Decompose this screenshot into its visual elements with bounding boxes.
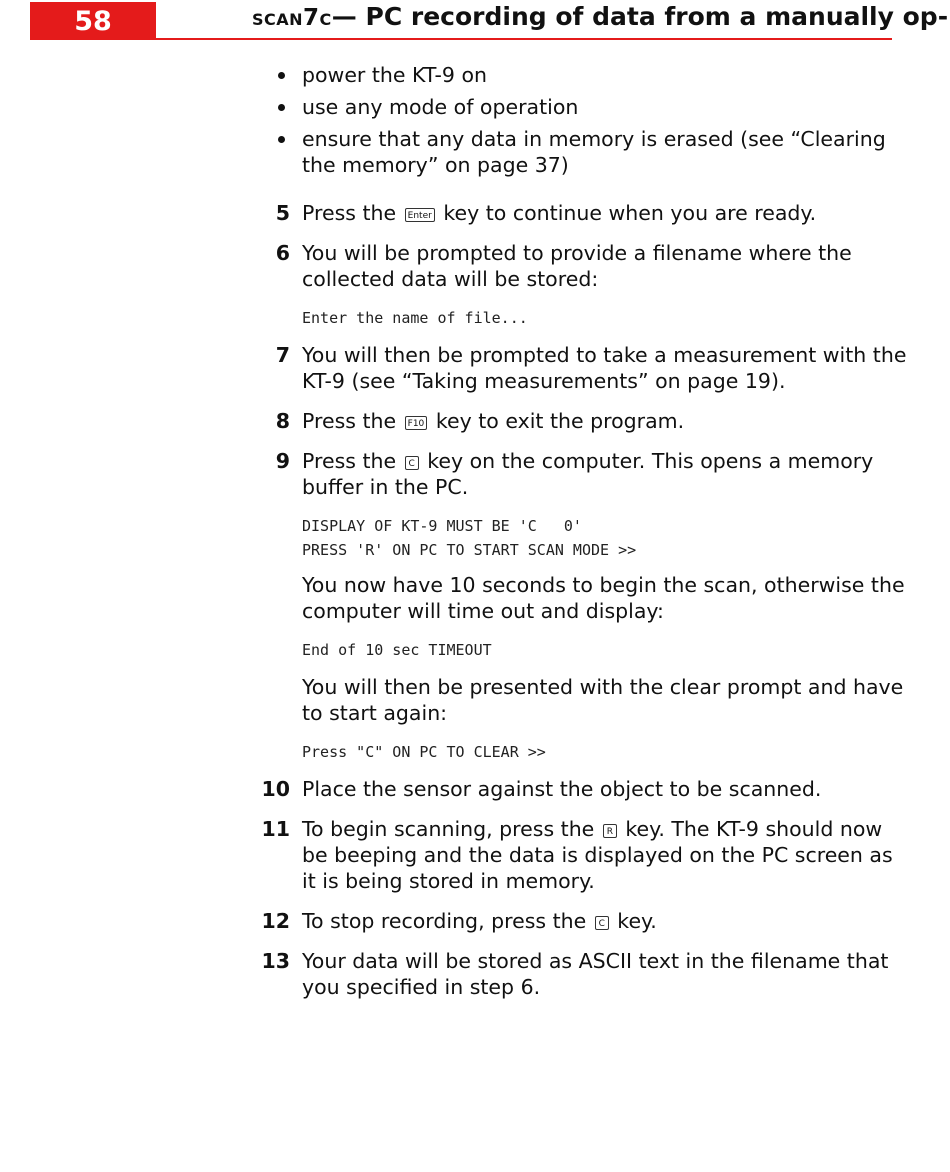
restart-paragraph: You will then be presented with the clear prompt and have to start again: xyxy=(302,675,904,725)
bullet-dot-icon xyxy=(278,72,285,79)
step-number: 10 xyxy=(261,777,290,801)
step-6: 6 You will be prompted to provide a filename where the collected data will be stored: xyxy=(270,240,910,292)
step-number: 11 xyxy=(261,817,290,841)
bullet-dot-icon xyxy=(278,104,285,111)
step-number: 6 xyxy=(275,241,290,265)
f10-key-icon: F10 xyxy=(405,416,428,430)
step-13: 13 Your data will be stored as ASCII text in the filename that you specified in step 6. xyxy=(270,948,910,1000)
step-7: 7 You will then be prompted to take a measurement with the KT-9 (see “Taking measurements” on page 19). xyxy=(270,342,910,394)
bullet-item: power the KT-9 on xyxy=(270,62,910,88)
r-key-icon: R xyxy=(603,824,617,838)
c-key-icon: C xyxy=(595,916,609,930)
step-number: 12 xyxy=(261,909,290,933)
bullet-list xyxy=(270,62,910,178)
step-11: 11 To begin scanning, press the R key. The KT-9 should now be beeping and the data is displayed on the PC screen as it is being stored in memory. xyxy=(270,816,910,894)
bullet-dot-icon xyxy=(278,136,285,143)
code-press-r-line: PRESS 'R' ON PC TO START SCAN MODE >> xyxy=(302,541,637,559)
header-rule xyxy=(156,38,892,40)
code-clear-prompt: Press "C" ON PC TO CLEAR >> xyxy=(302,743,546,761)
page-body xyxy=(261,62,910,1000)
c-key-icon: C xyxy=(405,456,419,470)
step-number: 8 xyxy=(275,409,290,433)
title-rest: — PC recording of data from a manually op- xyxy=(331,2,949,31)
step-number: 9 xyxy=(275,449,290,473)
bullet-item: ensure that any data in memory is erased (see “Clearing the memory” on page 37) xyxy=(270,126,910,178)
title-prefix: scan7c xyxy=(252,5,332,31)
code-display-line: DISPLAY OF KT-9 MUST BE 'C 0' xyxy=(302,517,582,535)
step-9: 9 Press the C key on the computer. This opens a memory buffer in the PC. xyxy=(270,448,910,500)
timeout-paragraph: You now have 10 seconds to begin the scan, otherwise the computer will time out and display: xyxy=(302,573,905,623)
page-header xyxy=(0,0,950,44)
step-number: 13 xyxy=(261,949,290,973)
code-timeout: End of 10 sec TIMEOUT xyxy=(302,641,492,659)
page-number: 58 xyxy=(30,2,156,40)
step-10: 10 Place the sensor against the object to be scanned. xyxy=(270,776,910,802)
step-number: 5 xyxy=(275,201,290,225)
step-number: 7 xyxy=(275,343,290,367)
step-8: 8 Press the F10 key to exit the program. xyxy=(270,408,910,434)
bullet-item: use any mode of operation xyxy=(270,94,910,120)
code-filename-prompt: Enter the name of file... xyxy=(302,309,528,327)
step-12: 12 To stop recording, press the C key. xyxy=(270,908,910,934)
page-title xyxy=(252,2,948,33)
step-5: 5 Press the Enter key to continue when you are ready. xyxy=(270,200,910,226)
enter-key-icon: Enter xyxy=(405,208,435,222)
